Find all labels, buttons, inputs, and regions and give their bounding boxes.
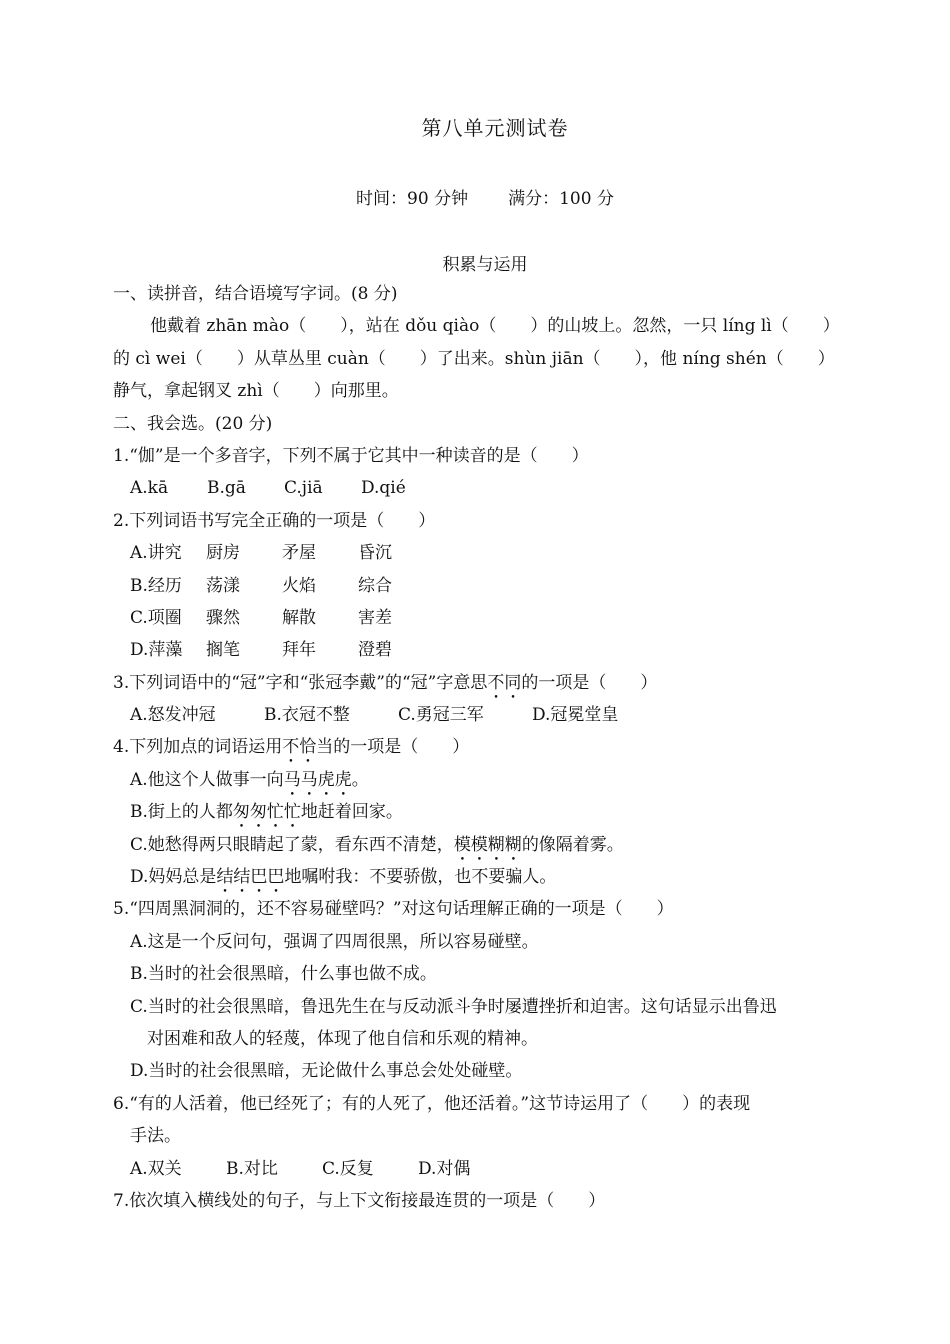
emphasis-text: 匆匆忙忙: [232, 802, 301, 823]
option-line: C.她愁得两只眼睛起了蒙，看东西不清楚，模模糊糊的像隔着雾。: [130, 834, 624, 855]
exam-body: [113, 278, 863, 1217]
word: 解散: [282, 607, 316, 628]
word: C.项圈: [130, 607, 182, 628]
word: 害差: [358, 607, 392, 628]
word: B.经历: [130, 575, 182, 596]
page-title: 第八单元测试卷: [421, 116, 569, 140]
word: 矛屋: [282, 543, 316, 564]
question-stem: 4.下列加点的词语运用不恰当的一项是（ ）: [113, 737, 470, 758]
word-row: [113, 537, 863, 569]
word: 搁笔: [206, 640, 240, 661]
option: B.gā: [207, 478, 246, 499]
option: A.双关: [130, 1158, 182, 1179]
q1-line: 的 cì wei（ ）从草丛里 cuàn（ ）了出来。shùn jiān（ ），他 níng shén（ ）: [113, 348, 835, 369]
option-line-cont: 对困难和敌人的轻蔑，体现了他自信和乐观的精神。: [147, 1028, 538, 1049]
word: 拜年: [282, 640, 316, 661]
q1-line: 他戴着 zhān mào（ ），站在 dǒu qiào（ ）的山坡上。忽然，一只 líng lì（ ）: [150, 316, 840, 337]
question-stem-cont: 手法。: [130, 1126, 181, 1147]
exam-time: 时间：90 分钟: [356, 189, 469, 209]
word: 澄碧: [358, 640, 392, 661]
emphasis-text: 结结巴巴: [216, 867, 285, 888]
word: 综合: [358, 575, 392, 596]
option: C.反复: [322, 1158, 374, 1179]
word-row: [113, 634, 863, 666]
word: 骤然: [206, 607, 240, 628]
emphasis-text: 不恰: [282, 737, 317, 758]
exam-score: 满分：100 分: [508, 189, 614, 209]
option: C.勇冠三军: [398, 705, 484, 726]
word: 昏沉: [358, 543, 392, 564]
question-stem: 3.下列词语中的“冠”字和“张冠李戴”的“冠”字意思不同的一项是（ ）: [113, 672, 658, 693]
word: A.讲究: [130, 543, 182, 564]
emphasis-text: 不同: [487, 672, 522, 693]
q1-heading: 一、读拼音，结合语境写字词。(8 分): [113, 284, 398, 304]
section-heading: 积累与运用: [442, 255, 528, 275]
emphasis-text: 马马虎虎: [283, 769, 352, 790]
option-line: D.当时的社会很黑暗，无论做什么事总会处处碰壁。: [130, 1061, 523, 1082]
option-line: D.妈妈总是结结巴巴地嘱咐我：不要骄傲，也不要骗人。: [130, 867, 557, 888]
question-stem: 1.“伽”是一个多音字，下列不属于它其中一种读音的是（ ）: [113, 445, 589, 466]
option-row: [113, 1153, 863, 1185]
word-row: [113, 570, 863, 602]
option: A.kā: [130, 478, 169, 499]
option-row: [113, 699, 863, 731]
question-stem: 6.“有的人活着，他已经死了；有的人死了，他还活着。”这节诗运用了（ ）的表现: [113, 1093, 751, 1114]
question-stem: 5.“四周黑洞洞的，还不容易碰壁吗？”对这句话理解正确的一项是（ ）: [113, 899, 674, 920]
option: A.怒发冲冠: [130, 705, 216, 726]
option-line: A.这是一个反问句，强调了四周很黑，所以容易碰壁。: [130, 931, 539, 952]
option-row: [113, 472, 863, 504]
option-line: A.他这个人做事一向马马虎虎。: [130, 769, 369, 790]
question-stem: 7.依次填入横线处的句子，与上下文衔接最连贯的一项是（ ）: [113, 1190, 606, 1211]
word: 荡漾: [206, 575, 240, 596]
word: D.萍藻: [130, 640, 183, 661]
option: B.对比: [226, 1158, 278, 1179]
exam-meta: [0, 184, 950, 209]
option: B.衣冠不整: [264, 705, 350, 726]
word-row: [113, 602, 863, 634]
word: 火焰: [282, 575, 316, 596]
option: D.qié: [361, 478, 406, 499]
option-line: C.当时的社会很黑暗，鲁迅先生在与反动派斗争时屡遭挫折和迫害。这句话显示出鲁迅: [130, 996, 777, 1017]
option: D.对偶: [418, 1158, 471, 1179]
option-line: B.当时的社会很黑暗，什么事也做不成。: [130, 964, 437, 985]
question-stem: 2.下列词语书写完全正确的一项是（ ）: [113, 510, 436, 531]
option-line: B.街上的人都匆匆忙忙地赶着回家。: [130, 802, 403, 823]
emphasis-text: 模模糊糊: [453, 834, 522, 855]
option: D.冠冕堂皇: [532, 705, 619, 726]
word: 厨房: [206, 543, 240, 564]
option: C.jiā: [284, 478, 323, 499]
q2-heading: 二、我会选。(20 分): [113, 413, 273, 434]
q1-line: 静气，拿起钢叉 zhì（ ）向那里。: [113, 381, 399, 402]
